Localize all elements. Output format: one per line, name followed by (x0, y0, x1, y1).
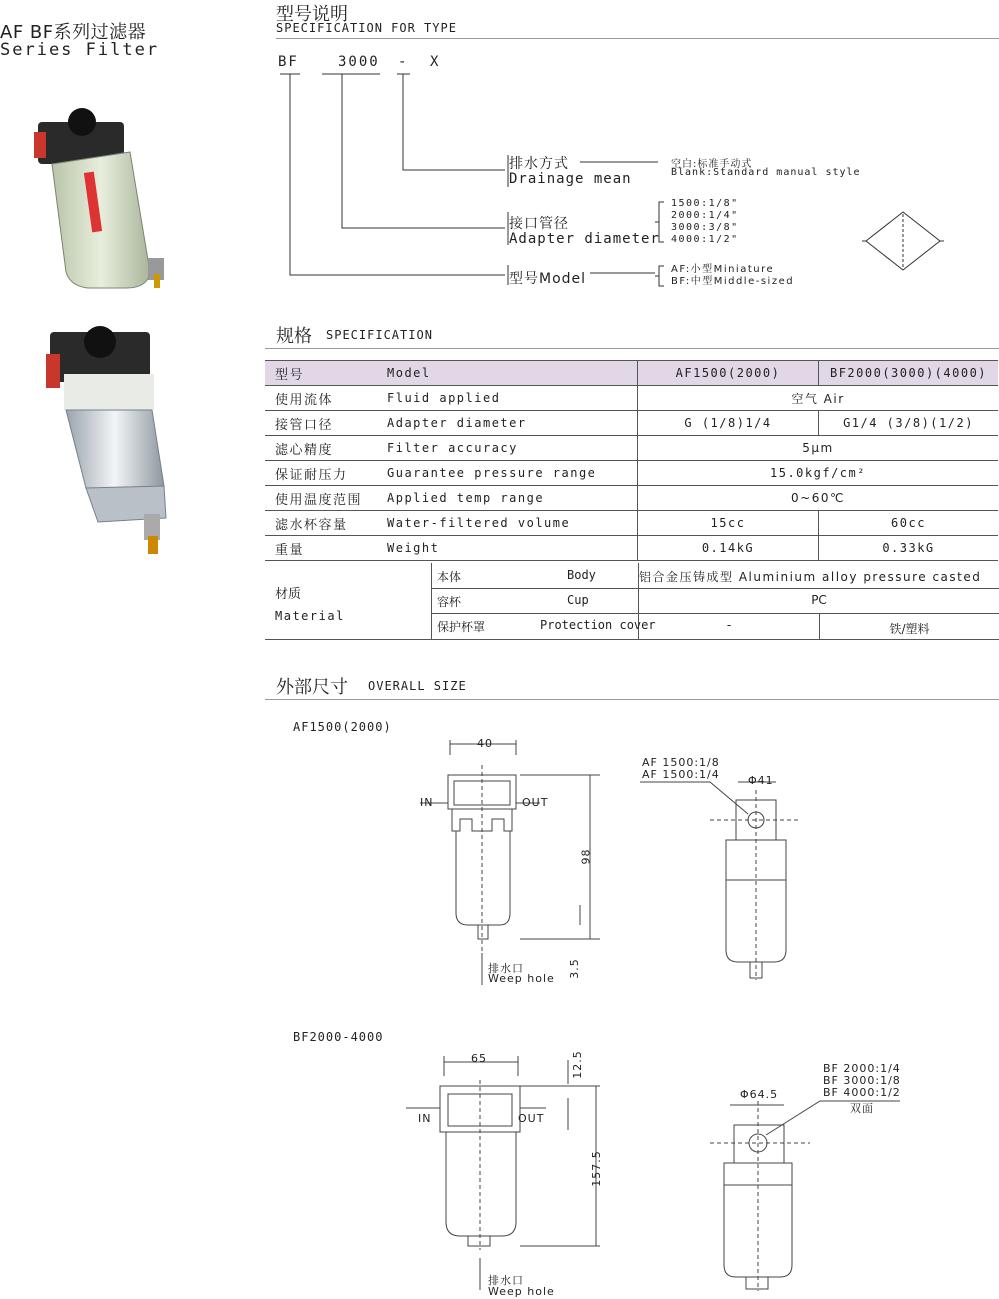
af-drain-dim: 3.5 (567, 958, 581, 979)
table-row (265, 511, 998, 536)
material-divider (431, 563, 432, 639)
code-part-drain: X (430, 54, 441, 70)
material-divider (431, 588, 999, 589)
filter-symbol-icon (862, 210, 944, 272)
bf-port-note: BF 4000:1/2 (823, 1086, 901, 1099)
bf-width-dim: 65 (471, 1052, 487, 1065)
model-label: 型号Model (509, 271, 587, 287)
body-value: 铝合金压铸成型 Aluminium alloy pressure casted (639, 570, 982, 584)
adapter-option: 4000:1/2" (671, 234, 739, 245)
drainage-option-cn: 空白:标准手动式 (671, 159, 753, 170)
cover-label-cn: 保护杯罩 (437, 620, 486, 634)
row-label-cn: 滤水杯容量 (265, 511, 387, 536)
adapter-bracket (654, 198, 666, 246)
bf-in-label: IN (418, 1112, 432, 1125)
adapter-option: 1500:1/8" (671, 198, 739, 209)
row-label-en: Filter accuracy (387, 436, 638, 461)
table-row (265, 536, 998, 561)
af-height-dim: 98 (579, 848, 593, 865)
row-label-en: Applied temp range (387, 486, 638, 511)
af-out-label: OUT (522, 796, 549, 809)
row-value-bf: 60cc (819, 511, 999, 536)
table-row (265, 436, 998, 461)
spec-header-af: AF1500(2000) (638, 361, 819, 386)
adapter-option: 3000:3/8" (671, 222, 739, 233)
model-bracket (654, 262, 666, 290)
code-part-size: 3000 (338, 54, 380, 70)
bf-port-note: BF 2000:1/4 (823, 1062, 901, 1075)
af-side-view-drawing (640, 780, 800, 995)
code-part-series: BF (278, 54, 299, 70)
spec-rule (265, 348, 999, 349)
drainage-label-en: Drainage mean (509, 171, 632, 187)
model-option: BF:中型Middle-sized (671, 276, 795, 287)
af-drawing-label: AF1500(2000) (293, 720, 392, 734)
bf-height-dim: 157.5 (589, 1150, 603, 1187)
spec-header-bf: BF2000(3000)(4000) (819, 361, 999, 386)
overall-subtitle: OVERALL SIZE (368, 679, 467, 693)
af-filter-photo (30, 92, 170, 292)
table-row (265, 411, 998, 436)
row-label-cn: 保证耐压力 (265, 461, 387, 486)
row-value: 0~60℃ (638, 486, 999, 511)
bf-filter-photo (40, 318, 190, 558)
row-label-en: Adapter diameter (387, 411, 638, 436)
row-label-cn: 接管口径 (265, 411, 387, 436)
row-label-en: Fluid applied (387, 386, 638, 411)
cover-value-af: - (726, 618, 732, 632)
table-row (265, 461, 998, 486)
bf-weep-en: Weep hole (488, 1285, 555, 1298)
overall-title: 外部尺寸 (276, 677, 348, 698)
bf-weep-cn: 排水口 (488, 1274, 524, 1287)
material-divider (431, 613, 999, 614)
type-spec-subtitle: SPECIFICATION FOR TYPE (276, 21, 457, 35)
af-in-label: IN (420, 796, 434, 809)
row-value: 5μm (638, 436, 999, 461)
material-label-cn: 材质 (275, 587, 302, 602)
spec-subtitle: SPECIFICATION (326, 328, 433, 342)
row-value-bf: G1/4 (3/8)(1/2) (819, 411, 999, 436)
cup-label-cn: 容杯 (437, 595, 462, 609)
table-row (265, 486, 998, 511)
af-port-note: AF 1500:1/8 (642, 756, 720, 769)
spec-header-row (265, 361, 998, 386)
spec-table (265, 360, 998, 561)
table-row (265, 386, 998, 411)
bf-side-view-drawing (700, 1095, 900, 1295)
adapter-label-en: Adapter diameter (509, 231, 660, 247)
drainage-label-cn: 排水方式 (509, 156, 569, 172)
bf-top-dim: 12.5 (570, 1050, 584, 1079)
adapter-option: 2000:1/4" (671, 210, 739, 221)
row-label-cn: 滤心精度 (265, 436, 387, 461)
row-label-en: Guarantee pressure range (387, 461, 638, 486)
type-spec-rule (276, 38, 999, 39)
material-label-en: Material (275, 609, 345, 623)
cup-value: PC (811, 593, 827, 607)
cup-label-en: Cup (567, 593, 589, 607)
row-label-en: Water-filtered volume (387, 511, 638, 536)
row-value: 15.0kgf/cm² (638, 461, 999, 486)
adapter-label-cn: 接口管径 (509, 216, 569, 232)
bf-port-note: BF 3000:1/8 (823, 1074, 901, 1087)
series-title-cn: AF BF系列过滤器 (0, 22, 147, 43)
af-width-dim: 40 (477, 737, 493, 750)
spec-title: 规格 (276, 326, 312, 347)
row-label-cn: 使用流体 (265, 386, 387, 411)
code-part-dash: - (398, 54, 409, 70)
series-title-en: Series Filter (0, 40, 160, 60)
af-weep-en: Weep hole (488, 972, 555, 985)
row-value: 空气 Air (638, 386, 999, 411)
row-value-af: G (1/8)1/4 (638, 411, 819, 436)
row-value-af: 15cc (638, 511, 819, 536)
row-label-cn: 使用温度范围 (265, 486, 387, 511)
bf-out-label: OUT (518, 1112, 545, 1125)
spec-header-cn: 型号 (265, 361, 387, 386)
bf-front-view-drawing (400, 1050, 620, 1299)
material-block (265, 563, 999, 640)
body-label-cn: 本体 (437, 570, 462, 584)
cover-value-bf: 铁/塑料 (889, 622, 930, 636)
row-label-cn: 重量 (265, 536, 387, 561)
drainage-option-en: Blank:Standard manual style (671, 167, 861, 178)
bf-bore-dim: Φ64.5 (740, 1088, 779, 1101)
row-value-bf: 0.33kG (819, 536, 999, 561)
spec-header-en: Model (387, 361, 638, 386)
row-value-af: 0.14kG (638, 536, 819, 561)
model-option: AF:小型Miniature (671, 264, 775, 275)
body-label-en: Body (567, 568, 596, 582)
bf-drawing-label: BF2000-4000 (293, 1030, 384, 1044)
overall-rule (265, 699, 999, 700)
af-bore-dim: Φ41 (748, 774, 774, 787)
af-port-note: AF 1500:1/4 (642, 768, 720, 781)
cover-label-en: Protection cover (540, 618, 656, 632)
type-spec-title: 型号说明 (276, 4, 348, 25)
bf-port-note: 双面 (850, 1102, 874, 1115)
row-label-en: Weight (387, 536, 638, 561)
af-weep-cn: 排水口 (488, 962, 524, 975)
